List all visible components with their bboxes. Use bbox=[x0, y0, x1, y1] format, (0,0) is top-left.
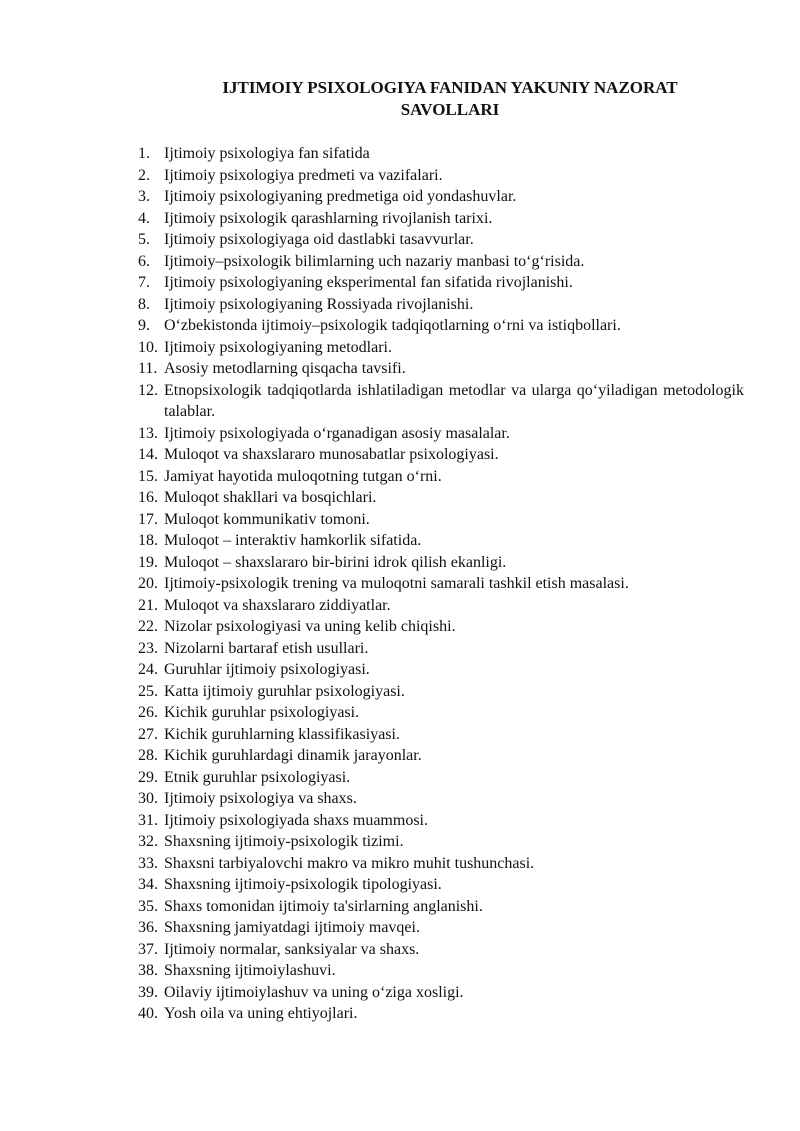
list-item-number: 29. bbox=[138, 768, 158, 786]
list-item-text: Jamiyat hayotida muloqotning tutgan o‘rni. bbox=[164, 467, 442, 485]
list-item bbox=[138, 917, 744, 939]
list-item bbox=[138, 638, 744, 660]
list-item-text: Shaxs tomonidan ijtimoiy ta'sirlarning anglanishi. bbox=[164, 897, 483, 915]
list-item-number: 8. bbox=[138, 295, 150, 313]
list-item-number: 20. bbox=[138, 575, 158, 592]
list-item-text: Ijtimoiy–psixologik bilimlarning uch nazariy manbasi to‘g‘risida. bbox=[164, 252, 585, 270]
list-item-number: 32. bbox=[138, 833, 158, 850]
list-item bbox=[138, 337, 744, 359]
list-item-text: Ijtimoiy psixologiyaning predmetiga oid yondashuvlar. bbox=[164, 188, 517, 205]
list-item bbox=[138, 659, 744, 681]
list-item-text: Oilaviy ijtimoiylashuv va uning o‘ziga xosligi. bbox=[164, 983, 464, 1001]
list-item bbox=[138, 1003, 744, 1025]
list-item bbox=[138, 315, 744, 337]
list-item-text: Kichik guruhlar psixologiyasi. bbox=[164, 704, 360, 721]
list-item-text: Ijtimoiy-psixologik trening va muloqotni samarali tashkil etish masalasi. bbox=[164, 575, 629, 592]
list-item bbox=[138, 466, 744, 488]
list-item-number: 24. bbox=[138, 661, 158, 678]
list-item-text: Shaxsning ijtimoiy-psixologik tipologiyasi. bbox=[164, 876, 442, 893]
list-item bbox=[138, 939, 744, 961]
list-item bbox=[138, 853, 744, 875]
list-item-text: Ijtimoiy psixologiyaning metodlari. bbox=[164, 338, 392, 356]
list-item bbox=[138, 423, 744, 445]
list-item-number: 1. bbox=[138, 145, 150, 162]
list-item-text: O‘zbekistonda ijtimoiy–psixologik tadqiqotlarning o‘rni va istiqbollari. bbox=[164, 317, 621, 334]
list-item bbox=[138, 358, 744, 380]
list-item-number: 21. bbox=[138, 596, 158, 614]
list-item-number: 34. bbox=[138, 876, 158, 893]
list-item bbox=[138, 745, 744, 767]
list-item-text: Ijtimoiy psixologiyada o‘rganadigan asosiy masalalar. bbox=[164, 424, 510, 442]
list-item-text: Nizolar psixologiyasi va uning kelib chiqishi. bbox=[164, 618, 456, 635]
list-item-text: Ijtimoiy psixologiyaga oid dastlabki tasavvurlar. bbox=[164, 231, 474, 248]
list-item-text: Shaxsning jamiyatdagi ijtimoiy mavqei. bbox=[164, 919, 420, 936]
list-item bbox=[138, 724, 744, 746]
list-item bbox=[138, 186, 744, 208]
title-line-2: SAVOLLARI bbox=[400, 100, 500, 119]
list-item-text: Etnopsixologik tadqiqotlarda ishlatiladigan metodlar va ularga qo‘yiladigan metodologik talablar. bbox=[164, 381, 744, 420]
list-item-text: Ijtimoiy psixologiya predmeti va vazifalari. bbox=[164, 166, 443, 184]
question-list bbox=[138, 143, 744, 1025]
list-item bbox=[138, 552, 744, 574]
list-item-number: 12. bbox=[138, 381, 158, 399]
list-item-number: 22. bbox=[138, 618, 158, 635]
list-item bbox=[138, 874, 744, 896]
list-item bbox=[138, 530, 744, 552]
list-item-number: 14. bbox=[138, 446, 158, 463]
list-item bbox=[138, 960, 744, 982]
list-item-number: 28. bbox=[138, 747, 158, 764]
list-item bbox=[138, 788, 744, 810]
list-item-number: 5. bbox=[138, 231, 150, 248]
list-item-number: 35. bbox=[138, 897, 158, 915]
list-item bbox=[138, 896, 744, 918]
list-item-text: Ijtimoiy psixologiya fan sifatida bbox=[164, 145, 370, 162]
list-item bbox=[138, 595, 744, 617]
list-item bbox=[138, 681, 744, 703]
list-item-number: 16. bbox=[138, 489, 158, 506]
list-item-text: Shaxsning ijtimoiy-psixologik tizimi. bbox=[164, 833, 404, 850]
list-item-text: Kichik guruhlardagi dinamik jarayonlar. bbox=[164, 747, 422, 764]
list-item bbox=[138, 573, 744, 595]
list-item-number: 39. bbox=[138, 983, 158, 1001]
list-item bbox=[138, 767, 744, 789]
list-item-number: 26. bbox=[138, 704, 158, 721]
list-item-number: 6. bbox=[138, 252, 150, 270]
list-item-number: 2. bbox=[138, 166, 150, 184]
list-item-number: 3. bbox=[138, 188, 150, 205]
list-item-number: 31. bbox=[138, 811, 158, 829]
list-item-number: 30. bbox=[138, 790, 158, 807]
list-item-text: Muloqot va shaxslararo munosabatlar psixologiyasi. bbox=[164, 446, 499, 463]
list-item-text: Katta ijtimoiy guruhlar psixologiyasi. bbox=[164, 682, 405, 700]
list-item-number: 33. bbox=[138, 854, 158, 872]
list-item-text: Kichik guruhlarning klassifikasiyasi. bbox=[164, 725, 400, 743]
list-item-number: 25. bbox=[138, 682, 158, 700]
list-item-text: Muloqot – shaxslararo bir-birini idrok qilish ekanligi. bbox=[164, 553, 507, 571]
list-item-text: Ijtimoiy psixologiyaning eksperimental fan sifatida rivojlanishi. bbox=[164, 274, 573, 291]
list-item-text: Ijtimoiy psixologik qarashlarning rivojlanish tarixi. bbox=[164, 209, 493, 227]
list-item-text: Nizolarni bartaraf etish usullari. bbox=[164, 639, 369, 657]
list-item-text: Muloqot – interaktiv hamkorlik sifatida. bbox=[164, 532, 422, 549]
list-item bbox=[138, 208, 744, 230]
list-item-number: 19. bbox=[138, 553, 158, 571]
list-item-text: Shaxsning ijtimoiylashuvi. bbox=[164, 962, 336, 979]
list-item-number: 36. bbox=[138, 919, 158, 936]
list-item-number: 9. bbox=[138, 317, 150, 334]
list-item-text: Asosiy metodlarning qisqacha tavsifi. bbox=[164, 360, 406, 377]
list-item-number: 11. bbox=[138, 360, 158, 377]
list-item-text: Muloqot kommunikativ tomoni. bbox=[164, 510, 370, 528]
list-item-text: Ijtimoiy psixologiyaning Rossiyada rivojlanishi. bbox=[164, 295, 474, 313]
list-item bbox=[138, 810, 744, 832]
list-item-number: 15. bbox=[138, 467, 158, 485]
list-item bbox=[138, 229, 744, 251]
list-item-number: 27. bbox=[138, 725, 158, 743]
list-item-text: Etnik guruhlar psixologiyasi. bbox=[164, 768, 351, 786]
list-item-number: 37. bbox=[138, 940, 158, 958]
list-item-number: 18. bbox=[138, 532, 158, 549]
list-item-number: 38. bbox=[138, 962, 158, 979]
list-item bbox=[138, 294, 744, 316]
list-item-number: 23. bbox=[138, 639, 158, 657]
list-item bbox=[138, 831, 744, 853]
list-item-text: Ijtimoiy psixologiyada shaxs muammosi. bbox=[164, 811, 428, 829]
list-item bbox=[138, 272, 744, 294]
list-item-text: Shaxsni tarbiyalovchi makro va mikro muhit tushunchasi. bbox=[164, 854, 535, 872]
list-item-text: Ijtimoiy normalar, sanksiyalar va shaxs. bbox=[164, 940, 420, 958]
list-item-text: Muloqot va shaxslararo ziddiyatlar. bbox=[164, 596, 391, 614]
list-item bbox=[138, 143, 744, 165]
list-item bbox=[138, 251, 744, 273]
list-item-number: 4. bbox=[138, 209, 150, 227]
list-item-text: Ijtimoiy psixologiya va shaxs. bbox=[164, 790, 357, 807]
list-item-number: 10. bbox=[138, 338, 158, 356]
title-line-1: IJTIMOIY PSIXOLOGIYA FANIDAN YAKUNIY NAZORAT bbox=[222, 78, 678, 97]
list-item-text: Yosh oila va uning ehtiyojlari. bbox=[164, 1005, 358, 1022]
list-item bbox=[138, 616, 744, 638]
list-item bbox=[138, 380, 744, 423]
list-item bbox=[138, 509, 744, 531]
list-item bbox=[138, 487, 744, 509]
list-item-number: 40. bbox=[138, 1005, 158, 1022]
list-item-number: 7. bbox=[138, 274, 150, 291]
list-item-text: Muloqot shakllari va bosqichlari. bbox=[164, 489, 377, 506]
list-item-text: Guruhlar ijtimoiy psixologiyasi. bbox=[164, 661, 370, 678]
list-item-number: 13. bbox=[138, 424, 158, 442]
page-title bbox=[150, 77, 750, 121]
list-item bbox=[138, 165, 744, 187]
list-item bbox=[138, 982, 744, 1004]
list-item-number: 17. bbox=[138, 510, 158, 528]
list-item bbox=[138, 444, 744, 466]
list-item bbox=[138, 702, 744, 724]
